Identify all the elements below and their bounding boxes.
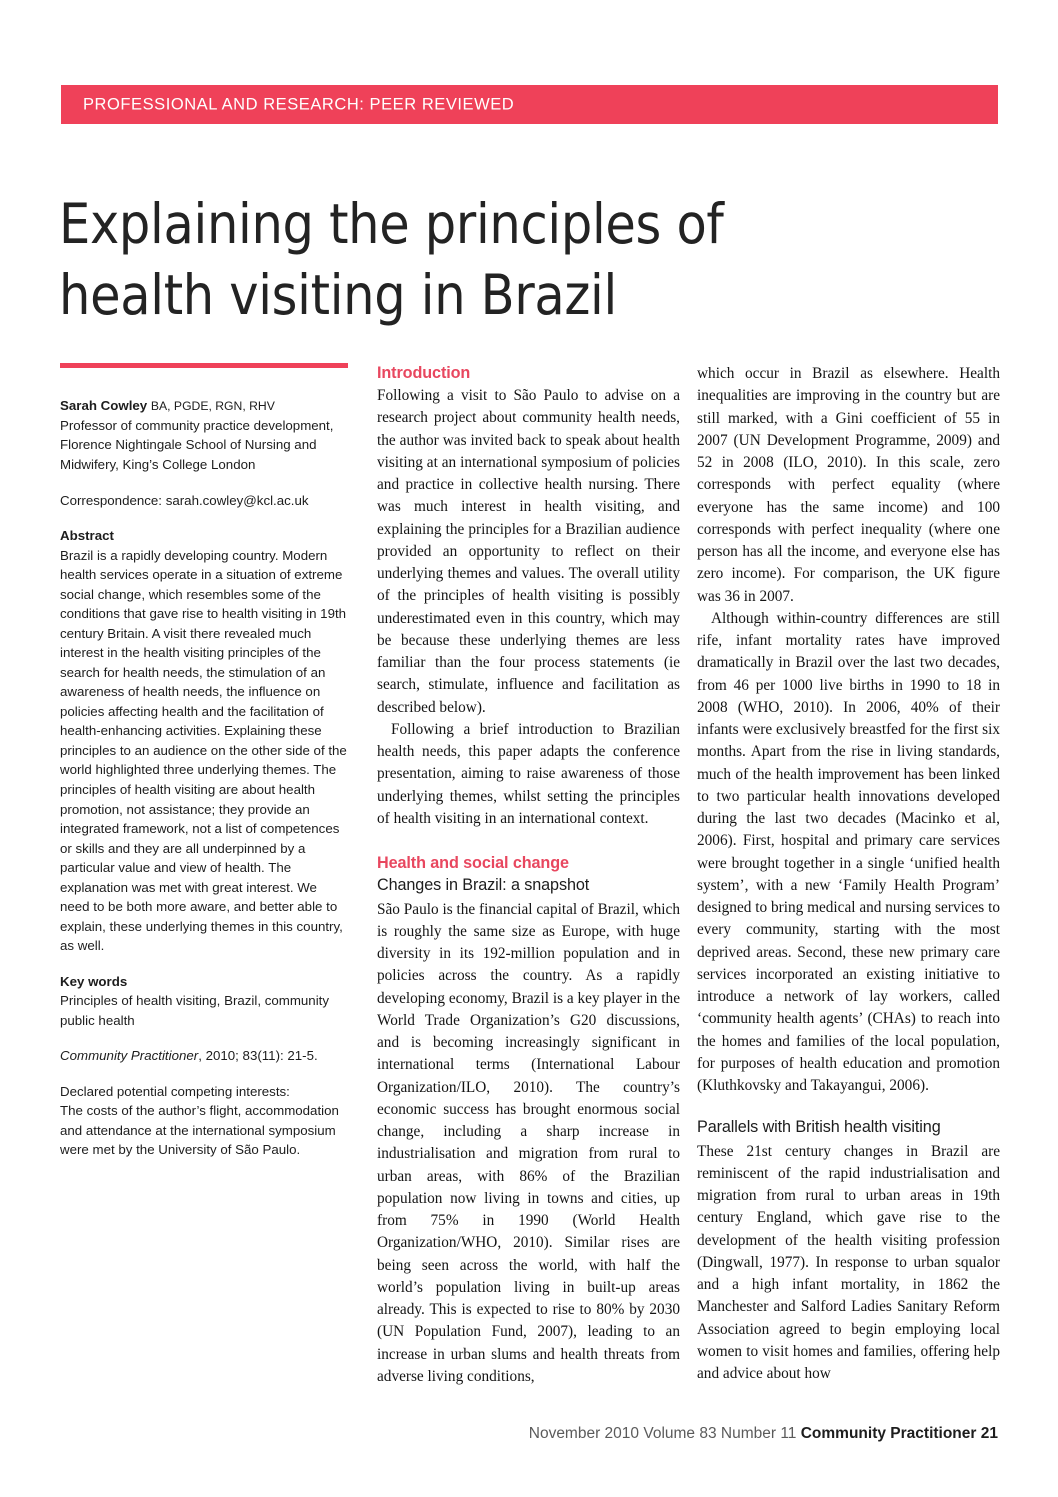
paragraph-changes-1: São Paulo is the financial capital of Brazil, which is roughly the same size as Europe, with huge diversity in its 192-million population and in policies across the country. As a rapidly developing economy, Brazil is a key player in the World Trade Organization’s G20 discussions, and is becoming increasingly significant in international terms (International Labour Organization/ILO, 2010). The country’s economic success has brought enormous social change, including a sharp increase in industrialisation and migration from rural to urban areas, with 86% of the Brazilian population now living in towns and cities, up from 75% in 1990 (World Health Organization/WHO, 2010). Similar rises are being seen across the world, with half the world’s population living in built-up areas already. This is expected to rise to 80% by 2030 (UN Population Fund, 2007), leading to an increase in urban slums and health threats from adverse living conditions, — [377, 900, 680, 1385]
section-spacer — [377, 830, 680, 853]
abstract-text: Brazil is a rapidly developing country. Modern health services operate in a situation of extreme social change, which resembles some of the conditions that gave rise to health visiting in 19th century Britain. A visit there revealed much interest in the health visiting principles of the search for health needs, the stimulation of an awareness of health needs, the influence on policies affecting health and the facilitation of health-enhancing activities. Explaining these principles to an audience on the other side of the world highlighted three underlying themes. The principles of health visiting are about health promotion, not assistance; they provide an integrated framework, not a list of competences or skills and they are all underpinned by a particular value and view of health. The explanation was met with great interest. We need to be both more aware, and better able to explain, these underlying themes in this country, as well. — [60, 547, 347, 954]
citation — [60, 1046, 348, 1066]
right-column — [697, 363, 1000, 1385]
author-name: Sarah Cowley — [60, 398, 148, 413]
title-line-2: health visiting in Brazil — [59, 263, 617, 328]
heading-health-and-social-change: Health and social change — [377, 854, 569, 873]
sidebar-column — [60, 363, 348, 1176]
competing-interests-text: The costs of the author’s flight, accommodation and attendance at the international symposium were met by the University of São Paulo. — [60, 1103, 339, 1158]
peer-review-banner — [61, 85, 998, 124]
sidebar-content — [60, 396, 348, 1160]
correspondence: Correspondence: sarah.cowley@kcl.ac.uk — [60, 492, 309, 508]
paragraph-continued-1: which occur in Brazil as elsewhere. Health inequalities are improving in the country but are still marked, with a Gini coefficient of 55 in 2007 (UN Development Programme, 2009) and 52 in 2008 (ILO, 2010). In this scale, zero corresponds with perfect equality (where everyone has the same income) and 100 corresponds with perfect inequality (where one person has all the income, and everyone else has zero income). For comparison, the UK figure was 36 in 2007. — [697, 365, 1000, 605]
section-spacer-right — [697, 1097, 1000, 1117]
paragraph-parallels: These 21st century changes in Brazil are reminiscent of the rapid industrialisation and migration from rural to urban areas in 19th century England, which gave rise to the development of the health visiting profession (Dingwall, 1977). In response to urban squalor and a high infant mortality, in 1862 the Manchester and Salford Ladies Sanitary Reform Association agreed to begin employing local women to visit homes and families, offering help and advice about how — [697, 1142, 1000, 1383]
competing-interests-label: Declared potential competing interests: — [60, 1083, 290, 1099]
citation-journal: Community Practitioner — [60, 1048, 199, 1064]
footer-journal-name: Community Practitioner — [800, 1425, 977, 1442]
page-title — [59, 189, 859, 332]
heading-introduction: Introduction — [377, 364, 471, 382]
title-line-1: Explaining the principles of — [59, 191, 724, 256]
subheading-changes-snapshot: Changes in Brazil: a snapshot — [377, 876, 590, 895]
citation-rest: , 2010; 83(11): 21-5. — [198, 1048, 318, 1064]
keywords-block — [60, 972, 348, 1031]
footer-page-number: 21 — [976, 1425, 998, 1442]
paragraph-continued-2: Although within-country differences are still rife, infant mortality rates have improved dramatically in Brazil over the last two decades, from 46 per 1000 live births in 1990 to 18 in 2008 (WHO, 2010). In 2006, 40% of their infants were exclusively breastfed for the first six months. Apart from the rise in living standards, much of the health improvement has been linked to two particular health innovations developed during the last two decades (Macinko et al, 2006). First, hospital and primary care services were brought together in a single ‘unified health system’, with a new ‘Family Health Program’ designed to bring medical and nursing services to every community, starting with the most deprived areas. Second, these new primary care services incorporated an existing initiative to introduce a network of lay workers, called ‘community health agents’ (CHAs) to reach into the homes and families of the local population, for purposes of health education and promotion (Kluthkovsky and Takayangui, 2006). — [697, 609, 1000, 1094]
footer-issue-info: November 2010 Volume 83 Number 11 — [528, 1425, 801, 1442]
competing-interests — [60, 1082, 348, 1160]
keywords-label: Key words — [60, 973, 128, 989]
keywords-text: Principles of health visiting, Brazil, community public health — [60, 993, 329, 1028]
author-block — [60, 396, 348, 475]
paragraph-intro-2: Following a brief introduction to Brazilian health needs, this paper adapts the conference presentation, aiming to raise awareness of those underlying themes, whilst setting the principles of health visiting in an international context. — [377, 720, 680, 827]
author-degrees: BA, PGDE, RGN, RHV — [150, 399, 275, 413]
banner-label: PROFESSIONAL AND RESEARCH: PEER REVIEWED — [83, 95, 515, 113]
author-affiliation: Professor of community practice development, Florence Nightingale School of Nursing and Midwifery, King’s College London — [60, 417, 334, 472]
subheading-parallels-british-health-visiting: Parallels with British health visiting — [697, 1118, 941, 1137]
middle-column — [377, 363, 680, 1388]
sidebar-red-rule — [60, 363, 348, 368]
page-footer — [0, 1425, 1058, 1443]
abstract-label: Abstract — [60, 528, 114, 544]
paragraph-intro-1: Following a visit to São Paulo to advise on a research project about community health needs, the author was invited back to speak about health visiting at an international symposium of policies and practice in collective health nursing. There was much interest in health visiting, and explaining the principles for a Brazilian audience provided an opportunity to reflect on their underlying themes and values. The overall utility of the principles of health visiting is possibly underestimated even in this country, which may be because these underlying themes are less familiar than the four process statements (ie search, stimulate, influence and facilitation as described below). — [377, 387, 680, 716]
abstract-block — [60, 526, 348, 956]
